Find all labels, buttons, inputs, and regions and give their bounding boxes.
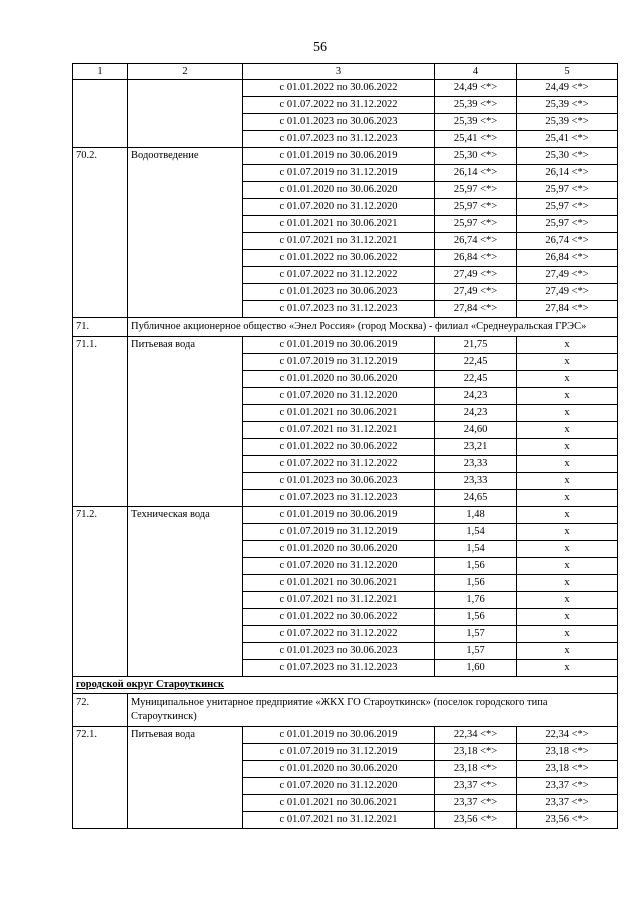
tariff-value: 25,97 <*> (435, 182, 517, 199)
tariff-value-vat: x (517, 507, 618, 524)
period-cell: с 01.01.2023 по 30.06.2023 (243, 114, 435, 131)
period-cell: с 01.07.2023 по 31.12.2023 (243, 490, 435, 507)
table-header-row (73, 64, 618, 80)
org-name: Публичное акционерное общество «Энел Россия» (город Москва) - филиал «Среднеуральская ГРЭС» (128, 318, 618, 337)
period-cell: с 01.01.2019 по 30.06.2019 (243, 507, 435, 524)
period-cell: с 01.07.2023 по 31.12.2023 (243, 131, 435, 148)
table-row (73, 148, 618, 165)
period-cell: с 01.01.2021 по 30.06.2021 (243, 795, 435, 812)
tariff-value: 25,39 <*> (435, 97, 517, 114)
period-cell: с 01.01.2020 по 30.06.2020 (243, 182, 435, 199)
period-cell: с 01.07.2023 по 31.12.2023 (243, 301, 435, 318)
tariff-value: 1,54 (435, 541, 517, 558)
period-cell: с 01.07.2019 по 31.12.2019 (243, 744, 435, 761)
tariff-value: 23,18 <*> (435, 744, 517, 761)
tariff-value: 1,56 (435, 609, 517, 626)
service-name (128, 80, 243, 148)
tariff-value-vat: 26,84 <*> (517, 250, 618, 267)
tariff-value: 25,97 <*> (435, 199, 517, 216)
tariff-value-vat: x (517, 439, 618, 456)
tariff-value: 25,41 <*> (435, 131, 517, 148)
org-number: 71. (73, 318, 128, 337)
period-cell: с 01.07.2022 по 31.12.2022 (243, 97, 435, 114)
period-cell: с 01.01.2019 по 30.06.2019 (243, 727, 435, 744)
table-row (73, 507, 618, 524)
period-cell: с 01.01.2020 по 30.06.2020 (243, 761, 435, 778)
tariff-table (72, 63, 618, 829)
item-number: 72.1. (73, 727, 128, 829)
item-number (73, 80, 128, 148)
service-name: Питьевая вода (128, 727, 243, 829)
tariff-value-vat: 25,39 <*> (517, 97, 618, 114)
tariff-value-vat: x (517, 524, 618, 541)
header-col-1: 1 (73, 64, 128, 80)
tariff-value-vat: x (517, 490, 618, 507)
header-col-5: 5 (517, 64, 618, 80)
tariff-value-vat: 24,49 <*> (517, 80, 618, 97)
tariff-value-vat: x (517, 592, 618, 609)
tariff-value-vat: 23,37 <*> (517, 778, 618, 795)
period-cell: с 01.07.2022 по 31.12.2022 (243, 456, 435, 473)
table-row (73, 80, 618, 97)
tariff-value-vat: x (517, 473, 618, 490)
tariff-value: 23,33 (435, 473, 517, 490)
tariff-value: 1,57 (435, 643, 517, 660)
tariff-value-vat: x (517, 388, 618, 405)
period-cell: с 01.07.2019 по 31.12.2019 (243, 524, 435, 541)
period-cell: с 01.01.2023 по 30.06.2023 (243, 643, 435, 660)
tariff-value-vat: 22,34 <*> (517, 727, 618, 744)
service-name: Питьевая вода (128, 337, 243, 507)
tariff-value-vat: x (517, 660, 618, 677)
item-number: 71.1. (73, 337, 128, 507)
tariff-value: 1,57 (435, 626, 517, 643)
tariff-value-vat: 25,41 <*> (517, 131, 618, 148)
period-cell: с 01.07.2021 по 31.12.2021 (243, 233, 435, 250)
period-cell: с 01.01.2022 по 30.06.2022 (243, 250, 435, 267)
tariff-value-vat: 25,97 <*> (517, 182, 618, 199)
period-cell: с 01.01.2020 по 30.06.2020 (243, 371, 435, 388)
tariff-value-vat: x (517, 575, 618, 592)
org-name: Муниципальное унитарное предприятие «ЖКХ ГО Староуткинск» (поселок городского типа Староуткинск) (128, 694, 618, 727)
tariff-value: 1,56 (435, 558, 517, 575)
tariff-value: 1,48 (435, 507, 517, 524)
section-row (73, 677, 618, 694)
tariff-value-vat: x (517, 405, 618, 422)
tariff-value: 25,39 <*> (435, 114, 517, 131)
tariff-value-vat: x (517, 609, 618, 626)
tariff-value: 27,84 <*> (435, 301, 517, 318)
tariff-value-vat: x (517, 558, 618, 575)
tariff-value-vat: x (517, 337, 618, 354)
tariff-value-vat: x (517, 643, 618, 660)
period-cell: с 01.07.2019 по 31.12.2019 (243, 165, 435, 182)
period-cell: с 01.07.2020 по 31.12.2020 (243, 199, 435, 216)
period-cell: с 01.07.2022 по 31.12.2022 (243, 267, 435, 284)
period-cell: с 01.07.2020 по 31.12.2020 (243, 558, 435, 575)
tariff-value: 1,54 (435, 524, 517, 541)
tariff-value-vat: x (517, 456, 618, 473)
tariff-value-vat: 26,14 <*> (517, 165, 618, 182)
tariff-value: 27,49 <*> (435, 284, 517, 301)
tariff-value-vat: 25,97 <*> (517, 216, 618, 233)
tariff-value: 21,75 (435, 337, 517, 354)
period-cell: с 01.01.2022 по 30.06.2022 (243, 80, 435, 97)
tariff-value: 1,60 (435, 660, 517, 677)
tariff-value-vat: 25,97 <*> (517, 199, 618, 216)
tariff-value-vat: 25,30 <*> (517, 148, 618, 165)
period-cell: с 01.07.2021 по 31.12.2021 (243, 592, 435, 609)
period-cell: с 01.01.2023 по 30.06.2023 (243, 473, 435, 490)
period-cell: с 01.01.2023 по 30.06.2023 (243, 284, 435, 301)
tariff-value: 23,18 <*> (435, 761, 517, 778)
tariff-value: 24,23 (435, 388, 517, 405)
tariff-value: 22,45 (435, 371, 517, 388)
tariff-value-vat: x (517, 371, 618, 388)
tariff-value-vat: 23,18 <*> (517, 761, 618, 778)
tariff-value: 24,23 (435, 405, 517, 422)
period-cell: с 01.01.2022 по 30.06.2022 (243, 439, 435, 456)
tariff-value: 24,49 <*> (435, 80, 517, 97)
tariff-value-vat: x (517, 422, 618, 439)
period-cell: с 01.01.2019 по 30.06.2019 (243, 337, 435, 354)
header-col-4: 4 (435, 64, 517, 80)
tariff-value: 25,97 <*> (435, 216, 517, 233)
tariff-value: 1,56 (435, 575, 517, 592)
page-number: 56 (313, 40, 327, 55)
period-cell: с 01.07.2020 по 31.12.2020 (243, 778, 435, 795)
tariff-value: 23,37 <*> (435, 778, 517, 795)
organization-row (73, 318, 618, 337)
period-cell: с 01.07.2021 по 31.12.2021 (243, 812, 435, 829)
tariff-value: 27,49 <*> (435, 267, 517, 284)
tariff-value: 1,76 (435, 592, 517, 609)
tariff-value-vat: 25,39 <*> (517, 114, 618, 131)
period-cell: с 01.01.2021 по 30.06.2021 (243, 216, 435, 233)
org-number: 72. (73, 694, 128, 727)
table-row (73, 337, 618, 354)
period-cell: с 01.07.2020 по 31.12.2020 (243, 388, 435, 405)
period-cell: с 01.07.2023 по 31.12.2023 (243, 660, 435, 677)
header-col-3: 3 (243, 64, 435, 80)
tariff-value-vat: 27,49 <*> (517, 284, 618, 301)
tariff-value-vat: x (517, 626, 618, 643)
tariff-value: 26,84 <*> (435, 250, 517, 267)
item-number: 70.2. (73, 148, 128, 318)
tariff-value-vat: 27,49 <*> (517, 267, 618, 284)
period-cell: с 01.07.2019 по 31.12.2019 (243, 354, 435, 371)
tariff-value: 24,65 (435, 490, 517, 507)
tariff-value: 24,60 (435, 422, 517, 439)
tariff-value-vat: x (517, 541, 618, 558)
tariff-value-vat: x (517, 354, 618, 371)
tariff-value: 23,56 <*> (435, 812, 517, 829)
tariff-value-vat: 23,37 <*> (517, 795, 618, 812)
item-number: 71.2. (73, 507, 128, 677)
organization-row (73, 694, 618, 727)
service-name: Техническая вода (128, 507, 243, 677)
period-cell: с 01.01.2019 по 30.06.2019 (243, 148, 435, 165)
tariff-value: 26,74 <*> (435, 233, 517, 250)
tariff-value-vat: 27,84 <*> (517, 301, 618, 318)
tariff-value: 23,37 <*> (435, 795, 517, 812)
tariff-value: 25,30 <*> (435, 148, 517, 165)
tariff-value: 26,14 <*> (435, 165, 517, 182)
period-cell: с 01.01.2020 по 30.06.2020 (243, 541, 435, 558)
tariff-value-vat: 23,56 <*> (517, 812, 618, 829)
period-cell: с 01.07.2022 по 31.12.2022 (243, 626, 435, 643)
tariff-value-vat: 23,18 <*> (517, 744, 618, 761)
tariff-value: 23,21 (435, 439, 517, 456)
header-col-2: 2 (128, 64, 243, 80)
tariff-value: 22,45 (435, 354, 517, 371)
period-cell: с 01.01.2022 по 30.06.2022 (243, 609, 435, 626)
period-cell: с 01.07.2021 по 31.12.2021 (243, 422, 435, 439)
period-cell: с 01.01.2021 по 30.06.2021 (243, 405, 435, 422)
tariff-value: 23,33 (435, 456, 517, 473)
period-cell: с 01.01.2021 по 30.06.2021 (243, 575, 435, 592)
tariff-value: 22,34 <*> (435, 727, 517, 744)
service-name: Водоотведение (128, 148, 243, 318)
tariff-value-vat: 26,74 <*> (517, 233, 618, 250)
section-title: городской округ Староуткинск (73, 677, 618, 694)
table-row (73, 727, 618, 744)
